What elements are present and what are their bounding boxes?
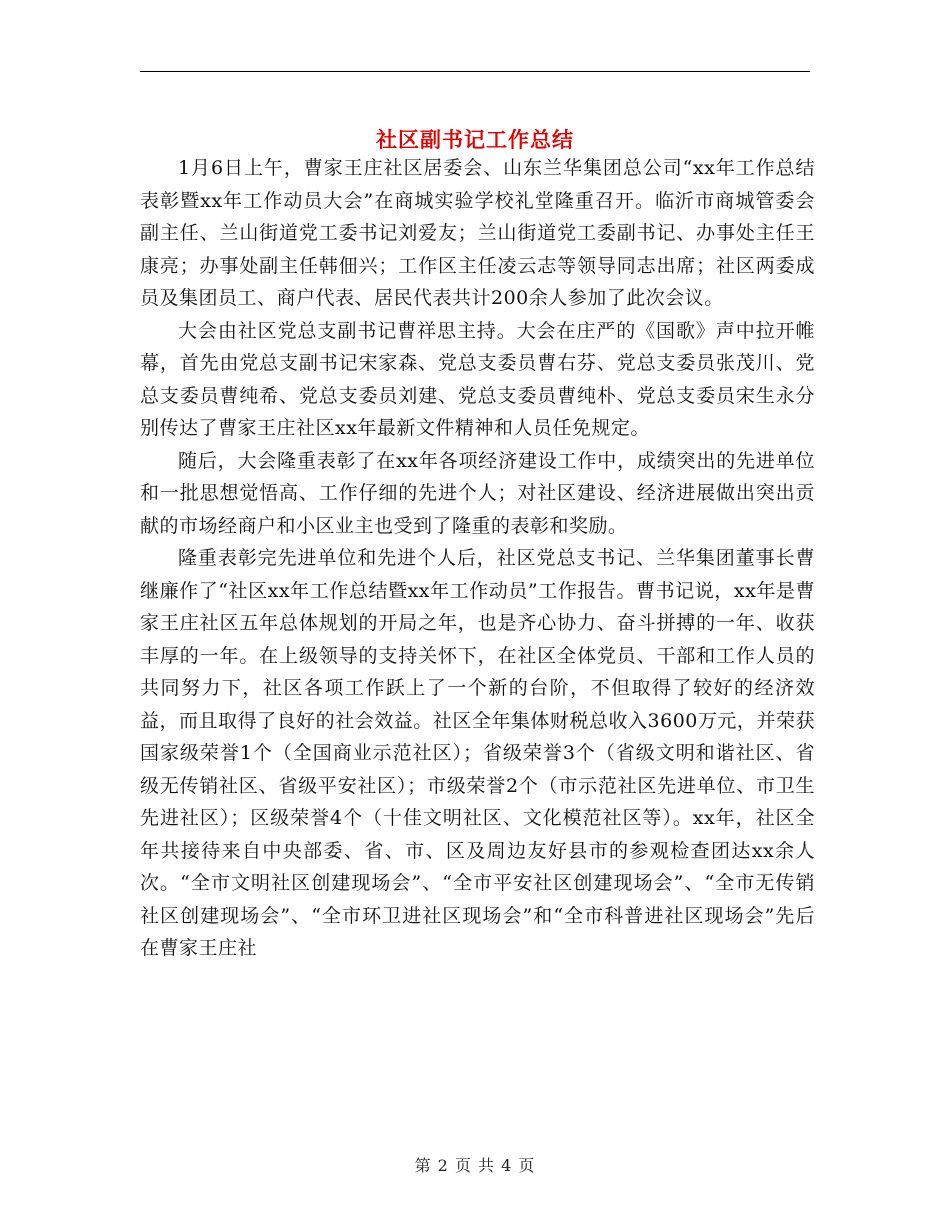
paragraph-meeting-opening: 1月6日上午，曹家王庄社区居委会、山东兰华集团总公司“xx年工作总结表彰暨xx年工作动员大会”在商城实验学校礼堂隆重召开。临沂市商城管委会副主任、兰山街道党工委书记刘爱友；兰山街道党工委副书记、办事处主任王康亮；办事处副主任韩佃兴；工作区主任凌云志等领导同志出席；社区两委成员及集团员工、商户代表、居民代表共计200余人参加了此次会议。 — [140, 157, 815, 309]
paragraph-commendation: 随后，大会隆重表彰了在xx年各项经济建设工作中，成绩突出的先进单位和一批思想觉悟高、工作仔细的先进个人；对社区建设、经济进展做出突出贡献的市场经商户和小区业主也受到了隆重的表彰和奖励。 — [140, 449, 815, 537]
document-title: 社区副书记工作总结 — [376, 127, 574, 153]
header-rule — [140, 71, 810, 72]
document-body — [140, 152, 815, 965]
paragraph-host-and-documents: 大会由社区党总支副书记曹祥思主持。大会在庄严的《国歌》声中拉开帷幕，首先由党总支副书记宋家森、党总支委员曹右芬、党总支委员张茂川、党总支委员曹纯希、党总支委员刘建、党总支委员曹纯朴、党总支委员宋生永分别传达了曹家王庄社区xx年最新文件精神和人员任免规定。 — [140, 319, 815, 439]
paragraph-work-report: 隆重表彰完先进单位和先进个人后，社区党总支书记、兰华集团董事长曹继廉作了“社区xx年工作总结暨xx年工作动员”工作报告。曹书记说，xx年是曹家王庄社区五年总体规划的开局之年，也是齐心协力、奋斗拼搏的一年、收获丰厚的一年。在上级领导的支持关怀下，在社区全体党员、干部和工作人员的共同努力下，社区各项工作跃上了一个新的台阶，不但取得了较好的经济效益，而且取得了良好的社会效益。社区全年集体财税总收入3600万元，并荣获国家级荣誉1个（全国商业示范社区）；省级荣誉3个（省级文明和谐社区、省级无传销社区、省级平安社区）；市级荣誉2个（市示范社区先进单位、市卫生先进社区）；区级荣誉4个（十佳文明社区、文化模范社区等）。xx年，社区全年共接待来自中央部委、省、市、区及周边友好县市的参观检查团达xx余人次。“全市文明社区创建现场会”、“全市平安社区创建现场会”、“全市无传销社区创建现场会”、“全市环卫进社区现场会”和“全市科普进社区现场会”先后在曹家王庄社 — [140, 547, 815, 959]
page-number-footer: 第 2 页 共 4 页 — [414, 1156, 536, 1175]
